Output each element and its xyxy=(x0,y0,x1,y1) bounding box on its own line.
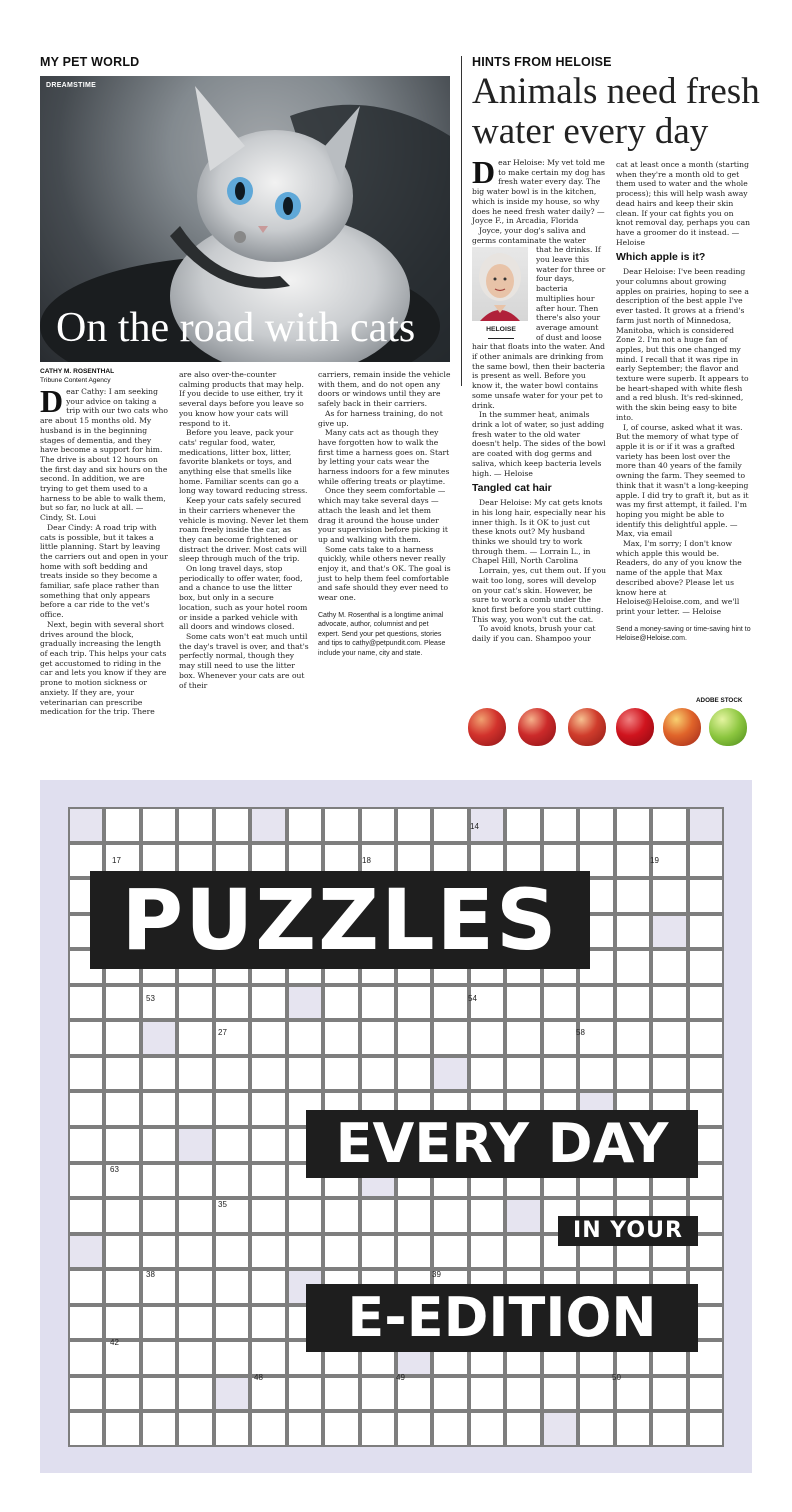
grid-cell xyxy=(289,1413,321,1445)
grid-cell xyxy=(653,1058,685,1090)
clue-number: 14 xyxy=(470,822,479,831)
grid-cell xyxy=(289,1200,321,1232)
grid-cell xyxy=(325,1200,357,1232)
grid-cell xyxy=(690,809,722,841)
grid-cell xyxy=(106,1342,138,1374)
paragraph: Lorrain, yes, cut them out. If you wait too long, sores will develop on your cat's skin. However, be sure to work a comb under the knot first before you start cutting. This way, you won't cut the cat. xyxy=(472,566,607,624)
grid-cell xyxy=(143,1165,175,1197)
grid-cell xyxy=(471,1413,503,1445)
grid-cell xyxy=(252,1200,284,1232)
grid-cell xyxy=(179,1236,211,1268)
grid-cell xyxy=(471,1236,503,1268)
grid-cell xyxy=(507,1378,539,1410)
byline: CATHY M. ROSENTHAL xyxy=(40,368,115,375)
grid-cell xyxy=(325,1378,357,1410)
grid-cell xyxy=(179,1307,211,1339)
grid-cell xyxy=(143,1058,175,1090)
paragraph: On long travel days, stop periodically to offer water, food, and a chance to use the litter box, but only in a secure location, such as your hotel room or inside a parked vehicle with all doors and windows closed. xyxy=(179,564,308,632)
grid-cell xyxy=(70,1342,102,1374)
grid-cell xyxy=(143,1022,175,1054)
grid-cell xyxy=(143,1342,175,1374)
grid-cell xyxy=(398,1413,430,1445)
grid-cell xyxy=(143,1093,175,1125)
grid-cell xyxy=(70,1236,102,1268)
paragraph: Once they seem comfortable — which may take several days — attach the leash and let them drag it around the house under your supervision before picking it up and walking with them. xyxy=(318,486,448,544)
grid-cell xyxy=(653,880,685,912)
grid-cell xyxy=(362,809,394,841)
paragraph: I, of course, asked what it was. But the memory of what type of apple it is or if it was a grafted variety has been lost over the more than 40 years of the family owning the farm. They seemed to think that it wasn't a long-keeping apple. I did try to graft it, but as it was my first attempt, it failed. I'm hoping you might be able to identify this delightful apple. — Max, via email xyxy=(616,422,749,539)
grid-cell xyxy=(362,1022,394,1054)
grid-cell xyxy=(289,1378,321,1410)
grid-cell xyxy=(106,809,138,841)
grid-cell xyxy=(580,987,612,1019)
grid-cell xyxy=(653,1413,685,1445)
clue-number: 19 xyxy=(650,856,659,865)
grid-cell xyxy=(106,1129,138,1161)
grid-cell xyxy=(70,809,102,841)
grid-cell xyxy=(580,809,612,841)
paragraph: Max, I'm sorry; I don't know which apple this would be. Readers, do any of you know the name of the apple that Max described above? Please let us know here at Heloise@Heloise.com, and we'll print your letter. — Heloise xyxy=(616,539,742,616)
grid-cell xyxy=(398,1378,430,1410)
clue-number: 48 xyxy=(254,1373,263,1382)
grid-cell xyxy=(507,809,539,841)
grid-cell xyxy=(434,1200,466,1232)
paragraph: Joyce, your dog's saliva and germs contaminate the water xyxy=(472,225,586,245)
paragraph: that he drinks. If you leave this water for three or four days, bacteria multiplies hour after hour. Then there's also your average amount of dust and loose hair that floats into the water. And if other animals are drinking from the same bowl, then their bacteria is present as well. Before you know it, the water bowl contains some unsafe water for your pet to drink. xyxy=(472,245,606,410)
grid-cell xyxy=(690,880,722,912)
paragraph: Dear Heloise: I've been reading your columns about growing apples on prairies, hoping to see a description of the best apple I've ever tasted. It grows at a friend's farm just north of Minnedosa, Manitoba, which is considered Zone 2. I'm not a huge fan of apples, but this one changed my mind. I recall that it was ripe in early September; the flavor and texture were superb. It appears to be heart-shaped with white flesh and a red blush. It's red-skinned, with the skin being easy to bite into. xyxy=(616,267,749,422)
grid-cell xyxy=(617,951,649,983)
grid-cell xyxy=(690,916,722,948)
grid-cell xyxy=(690,1378,722,1410)
grid-cell xyxy=(70,1093,102,1125)
grid-cell xyxy=(216,1058,248,1090)
grid-cell xyxy=(653,809,685,841)
grid-cell xyxy=(362,1378,394,1410)
grid-cell xyxy=(70,1413,102,1445)
grid-cell xyxy=(216,1093,248,1125)
grid-cell xyxy=(434,987,466,1019)
clue-number: 58 xyxy=(576,1028,585,1037)
grid-cell xyxy=(179,1093,211,1125)
grid-cell xyxy=(690,845,722,877)
clue-number: 50 xyxy=(612,1373,621,1382)
grid-cell xyxy=(325,809,357,841)
grid-cell xyxy=(179,1022,211,1054)
grid-cell xyxy=(507,1058,539,1090)
grid-cell xyxy=(252,1058,284,1090)
grid-cell xyxy=(544,1022,576,1054)
heloise-photo xyxy=(472,247,528,321)
grid-cell xyxy=(617,987,649,1019)
grid-cell xyxy=(179,1342,211,1374)
article-column-3 xyxy=(318,370,451,658)
paragraph: Dear Cindy: A road trip with cats is possible, but it takes a little planning. Start by leaving the carriers out and open in your home with soft bedding and treats inside so they become a familiar, safe place rather than something that only appears before a car ride to the vet's office. xyxy=(40,522,168,620)
grid-cell xyxy=(690,951,722,983)
grid-cell xyxy=(617,1022,649,1054)
grid-cell xyxy=(106,1093,138,1125)
grid-cell xyxy=(106,1200,138,1232)
paragraph: Dear Cathy: I am seeking your advice on taking a trip with our two cats who are about 15 months old. My husband is in the beginning stages of dementia, and they have become a support for him. The drive is about 12 hours on the first day and six hours on the second. In addition, we are trying to get them used to a harness to be able to walk them, but so far, no luck at all. — Cindy, St. Loui xyxy=(40,383,168,523)
portrait-rule xyxy=(488,338,514,339)
grid-cell xyxy=(216,1236,248,1268)
grid-cell xyxy=(507,1236,539,1268)
heloise-portrait xyxy=(472,247,530,339)
grid-cell xyxy=(507,987,539,1019)
paragraph: As for harness training, do not give up. xyxy=(318,408,443,428)
grid-cell xyxy=(325,1058,357,1090)
grid-cell xyxy=(289,809,321,841)
grid-cell xyxy=(434,1058,466,1090)
grid-cell xyxy=(289,1058,321,1090)
grid-cell xyxy=(544,1378,576,1410)
grid-cell xyxy=(544,809,576,841)
paragraph: Some cats won't eat much until the day's travel is over, and that's perfectly normal, though they may still need to use the litter box. Whenever your cats are out of their xyxy=(179,631,309,690)
apple-image xyxy=(518,708,556,746)
grid-cell xyxy=(289,1022,321,1054)
grid-cell xyxy=(580,1058,612,1090)
grid-cell xyxy=(252,1022,284,1054)
grid-cell xyxy=(143,1236,175,1268)
grid-cell xyxy=(325,1022,357,1054)
grid-cell xyxy=(617,1413,649,1445)
grid-cell xyxy=(179,1413,211,1445)
paragraph: In the summer heat, animals drink a lot of water, so just adding fresh water to the old water doesn't help. The sides of the bowl are coated with dog germs and saliva, which keep bacteria levels high. — Heloise xyxy=(472,410,606,478)
author-bio: Cathy M. Rosenthal is a longtime animal advocate, author, columnist and pet expert. Send your pet questions, stories and tips to cathy@petpundit.com. Please include your name, city and state. xyxy=(318,611,446,657)
grid-cell xyxy=(70,1022,102,1054)
grid-cell xyxy=(617,880,649,912)
subhead-tangled-cat-hair: Tangled cat hair xyxy=(472,482,552,495)
grid-cell xyxy=(106,1378,138,1410)
column-divider xyxy=(461,56,462,386)
grid-cell xyxy=(617,809,649,841)
clue-number: 49 xyxy=(396,1373,405,1382)
grid-cell xyxy=(179,809,211,841)
section-label-my-pet-world: MY PET WORLD xyxy=(40,55,140,69)
apple-image xyxy=(709,708,747,746)
every-day-banner xyxy=(306,1110,698,1178)
grid-cell xyxy=(362,1413,394,1445)
grid-cell xyxy=(690,1413,722,1445)
grid-cell xyxy=(143,1129,175,1161)
paragraph: carriers, remain inside the vehicle with them, and do not open any doors or windows until they are safely back in their carriers. xyxy=(318,370,451,409)
grid-cell xyxy=(179,1058,211,1090)
grid-cell xyxy=(179,1129,211,1161)
apple-image xyxy=(468,708,506,746)
paragraph: cat at least once a month (starting when they're a month old to get them used to water and the whole process); this will help wash away dead hairs and keep their skin clean. If your cat fights you on knot removal day, perhaps you can have a groomer do it instead. — Heloise xyxy=(616,160,750,247)
grid-cell xyxy=(434,1022,466,1054)
grid-cell xyxy=(653,916,685,948)
grid-cell xyxy=(653,1378,685,1410)
clue-number: 27 xyxy=(218,1028,227,1037)
grid-cell xyxy=(216,1413,248,1445)
grid-cell xyxy=(690,1058,722,1090)
grid-cell xyxy=(216,987,248,1019)
grid-cell xyxy=(70,987,102,1019)
grid-cell xyxy=(580,1022,612,1054)
grid-cell xyxy=(143,1413,175,1445)
grid-cell xyxy=(216,1129,248,1161)
grid-cell xyxy=(179,1200,211,1232)
clue-number: 35 xyxy=(218,1200,227,1209)
send-hint: Send a money-saving or time-saving hint to Heloise@Heloise.com. xyxy=(616,625,751,643)
in-your-banner xyxy=(558,1216,698,1246)
grid-cell xyxy=(252,1236,284,1268)
grid-cell xyxy=(690,1022,722,1054)
article-column-1 xyxy=(40,368,168,717)
grid-cell xyxy=(653,951,685,983)
grid-cell xyxy=(216,1378,248,1410)
grid-cell xyxy=(70,1200,102,1232)
grid-cell xyxy=(617,1378,649,1410)
grid-cell xyxy=(70,1129,102,1161)
portrait-caption: HELOISE xyxy=(486,326,516,334)
clue-number: 53 xyxy=(146,994,155,1003)
clue-number: 63 xyxy=(110,1165,119,1174)
grid-cell xyxy=(143,1307,175,1339)
grid-cell xyxy=(398,1236,430,1268)
grid-cell xyxy=(143,1378,175,1410)
banner-text: EVERY DAY xyxy=(335,1112,669,1175)
grid-cell xyxy=(216,1271,248,1303)
grid-cell xyxy=(507,1413,539,1445)
grid-cell xyxy=(106,1236,138,1268)
grid-cell xyxy=(252,1165,284,1197)
grid-cell xyxy=(70,1058,102,1090)
grid-cell xyxy=(252,1413,284,1445)
grid-cell xyxy=(106,1307,138,1339)
grid-cell xyxy=(106,1058,138,1090)
clue-number: 42 xyxy=(110,1338,119,1347)
grid-cell xyxy=(252,1093,284,1125)
paragraph: Dear Heloise: My cat gets knots in his long hair, especially near his inner thigh. Is it OK to just cut these knots out? My husband thinks we should try to work through them. — Lorrain L., in Chapel Hill, North Carolina xyxy=(472,498,606,566)
e-edition-banner xyxy=(306,1284,698,1352)
grid-cell xyxy=(106,1271,138,1303)
puzzles-banner xyxy=(90,871,590,969)
banner-text: IN YOUR xyxy=(573,1218,683,1243)
grid-cell xyxy=(544,987,576,1019)
grid-cell xyxy=(362,987,394,1019)
paragraph: To avoid knots, brush your cat daily if you can. Shampoo your xyxy=(472,624,596,644)
grid-cell xyxy=(216,1165,248,1197)
grid-cell xyxy=(398,1058,430,1090)
article-column-2 xyxy=(179,370,309,690)
grid-cell xyxy=(289,1236,321,1268)
grid-cell xyxy=(434,1413,466,1445)
grid-cell xyxy=(252,1342,284,1374)
apple-image xyxy=(616,708,654,746)
grid-cell xyxy=(252,809,284,841)
grid-cell xyxy=(653,987,685,1019)
grid-cell xyxy=(70,1378,102,1410)
grid-cell xyxy=(653,1022,685,1054)
apple-image xyxy=(663,708,701,746)
paragraph: Keep your cats safely secured in their carriers whenever the vehicle is moving. Never let them roam freely inside the car, as they can become frightened or distract the driver. Most cats will sleep through much of the trip. xyxy=(179,496,309,564)
grid-cell xyxy=(143,809,175,841)
grid-cell xyxy=(471,1022,503,1054)
grid-cell xyxy=(471,1200,503,1232)
grid-cell xyxy=(362,1200,394,1232)
grid-cell xyxy=(325,1236,357,1268)
grid-cell xyxy=(580,1378,612,1410)
heloise-column-1 xyxy=(472,154,608,644)
grid-cell xyxy=(179,1271,211,1303)
agency: Tribune Content Agency xyxy=(40,376,111,384)
photo-credit: DREAMSTIME xyxy=(46,82,97,89)
grid-cell xyxy=(252,1378,284,1410)
grid-cell xyxy=(106,1022,138,1054)
grid-cell xyxy=(252,1271,284,1303)
paragraph: Dear Heloise: My vet told me to make certain my dog has fresh water every day. The big water bowl is in the kitchen, which is inside my house, so why does he need fresh water daily? — Joyce F., in Arcadia, Florida xyxy=(472,154,606,226)
grid-cell xyxy=(544,1413,576,1445)
paragraph: Next, begin with several short drives around the block, gradually increasing the length of each trip. This helps your cats get accustomed to riding in the car and lets you know if they are prone to motion sickness or anxiety. If they are, your veterinarian can prescribe medication for the trip. There xyxy=(40,619,167,717)
apple-image xyxy=(568,708,606,746)
cat-photo xyxy=(40,76,450,362)
grid-cell xyxy=(617,916,649,948)
grid-cell xyxy=(252,1307,284,1339)
grid-cell xyxy=(398,809,430,841)
paragraph: Before you leave, pack your cats' regular food, water, medications, litter box, litter, favorite blankets or toys, and anything else that smells like home. Familiar scents can go a long way toward reducing stress. xyxy=(179,428,308,496)
section-label-hints: HINTS FROM HELOISE xyxy=(472,55,612,69)
grid-cell xyxy=(289,987,321,1019)
grid-cell xyxy=(106,1413,138,1445)
grid-cell xyxy=(580,1413,612,1445)
clue-number: 17 xyxy=(112,856,121,865)
grid-cell xyxy=(143,1200,175,1232)
banner-text: PUZZLES xyxy=(121,871,559,969)
grid-cell xyxy=(398,1200,430,1232)
grid-cell xyxy=(179,1378,211,1410)
grid-cell xyxy=(252,1129,284,1161)
subhead-which-apple: Which apple is it? xyxy=(616,251,706,264)
paragraph: Many cats act as though they have forgotten how to walk the first time a harness goes on. Start by letting your cats wear the harness indoors for a few minutes while offering treats or playtime. xyxy=(318,428,450,486)
grid-cell xyxy=(507,1200,539,1232)
grid-cell xyxy=(617,845,649,877)
clue-number: 39 xyxy=(432,1270,441,1279)
heloise-column-2 xyxy=(616,160,752,644)
apple-photo-credit: ADOBE STOCK xyxy=(696,697,743,704)
grid-cell xyxy=(544,1058,576,1090)
grid-cell xyxy=(434,1236,466,1268)
grid-cell xyxy=(179,1165,211,1197)
clue-number: 38 xyxy=(146,1270,155,1279)
clue-number: 54 xyxy=(468,994,477,1003)
grid-cell xyxy=(507,1022,539,1054)
grid-cell xyxy=(70,1307,102,1339)
grid-cell xyxy=(690,987,722,1019)
grid-cell xyxy=(70,1165,102,1197)
grid-cell xyxy=(325,1413,357,1445)
grid-cell xyxy=(70,1271,102,1303)
grid-cell xyxy=(216,1342,248,1374)
grid-cell xyxy=(216,1307,248,1339)
grid-cell xyxy=(471,1378,503,1410)
grid-cell xyxy=(471,1058,503,1090)
grid-cell xyxy=(252,987,284,1019)
grid-cell xyxy=(216,809,248,841)
grid-cell xyxy=(617,1058,649,1090)
grid-cell xyxy=(398,1022,430,1054)
grid-cell xyxy=(398,987,430,1019)
paragraph: Some cats take to a harness quickly, while others never really enjoy it, and that's OK. The goal is just to help them feel comfortable and safe should they ever need to wear one. xyxy=(318,544,451,603)
grid-cell xyxy=(362,1236,394,1268)
grid-cell xyxy=(362,1058,394,1090)
grid-cell xyxy=(325,987,357,1019)
grid-cell xyxy=(434,1378,466,1410)
banner-text: E-EDITION xyxy=(347,1286,657,1349)
article-headline-water: Animals need fresh water every day xyxy=(472,71,760,152)
grid-cell xyxy=(434,809,466,841)
article-headline-cats: On the road with cats xyxy=(56,305,416,351)
grid-cell xyxy=(179,987,211,1019)
clue-number: 18 xyxy=(362,856,371,865)
grid-cell xyxy=(106,987,138,1019)
paragraph: are also over-the-counter calming products that may help. If you decide to use either, try it several days before you leave so you know how your cats will respond to it. xyxy=(179,370,304,428)
